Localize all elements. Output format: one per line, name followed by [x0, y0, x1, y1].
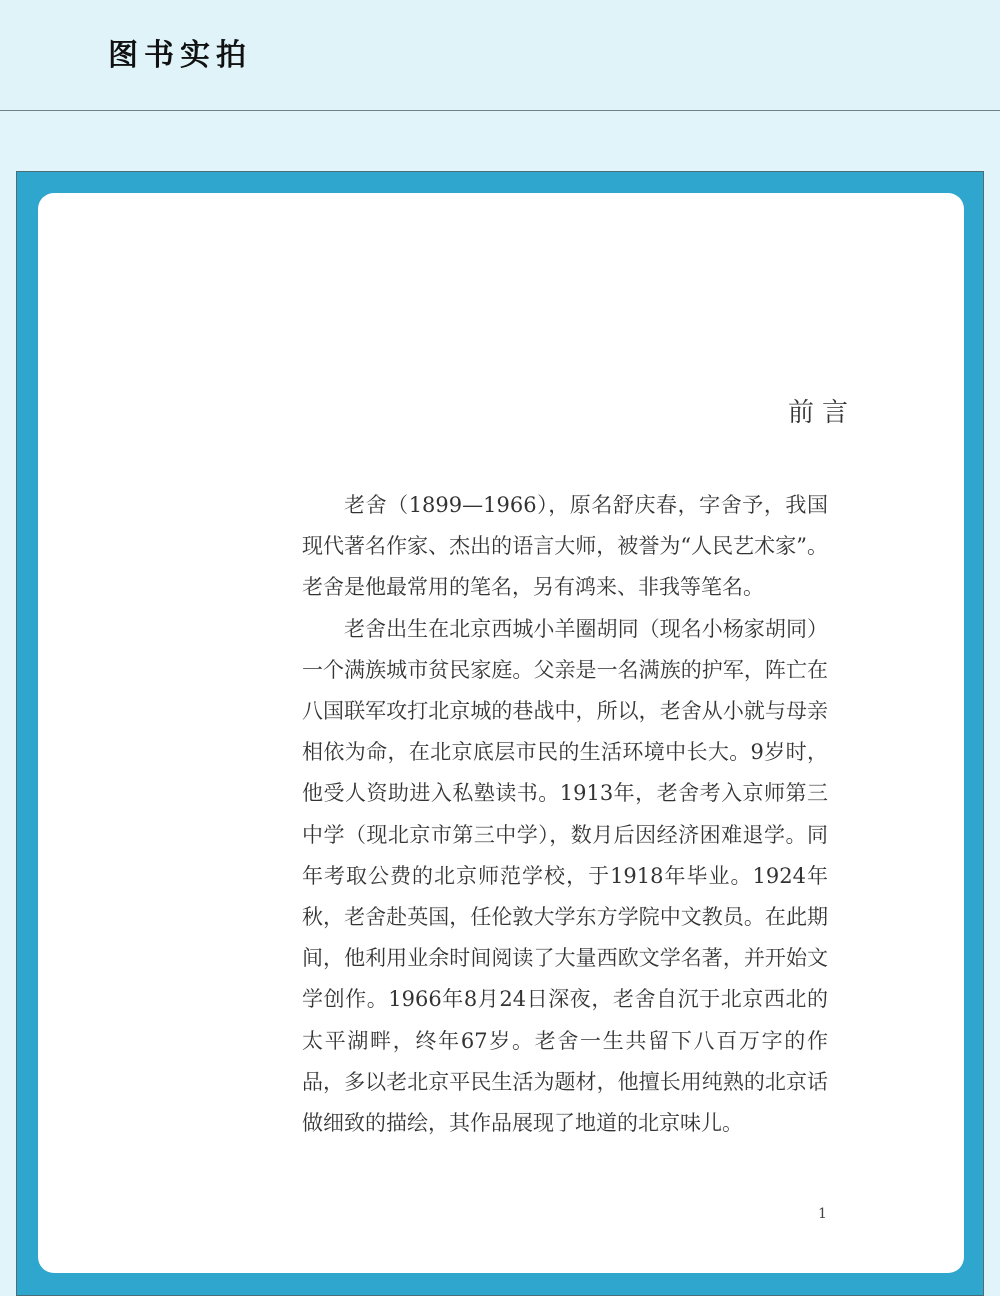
preface-body — [302, 485, 828, 1144]
header-title: 图书实拍 — [108, 38, 252, 73]
header-bar — [0, 0, 1000, 111]
page-heading: 前言 — [787, 398, 856, 428]
paragraph-1: 老舍（1899—1966），原名舒庆春，字舍予，我国现代著名作家、杰出的语言大师，被誉为“人民艺术家”。老舍是他最常用的笔名，另有鸿来、非我等笔名。 — [302, 493, 828, 600]
paragraph-2: 老舍出生在北京西城小羊圈胡同（现名小杨家胡同）一个满族城市贫民家庭。父亲是一名满族的护军，阵亡在八国联军攻打北京城的巷战中，所以，老舍从小就与母亲相依为命，在北京底层市民的生活环境中长大。9岁时，他受人资助进入私塾读书。1913年，老舍考入京师第三中学（现北京市第三中学），数月后因经济困难退学。同年考取公费的北京师范学校，于1918年毕业。1924年秋，老舍赴英国，任伦敦大学东方学院中文教员。在此期间，他利用业余时间阅读了大量西欧文学名著，并开始文学创作。1966年8月24日深夜，老舍自沉于北京西北的太平湖畔，终年67岁。老舍一生共留下八百万字的作品，多以老北京平民生活为题材，他擅长用纯熟的北京话做细致的描绘，其作品展现了地道的北京味儿。 — [302, 616, 828, 1136]
page-number: 1 — [818, 1206, 827, 1222]
